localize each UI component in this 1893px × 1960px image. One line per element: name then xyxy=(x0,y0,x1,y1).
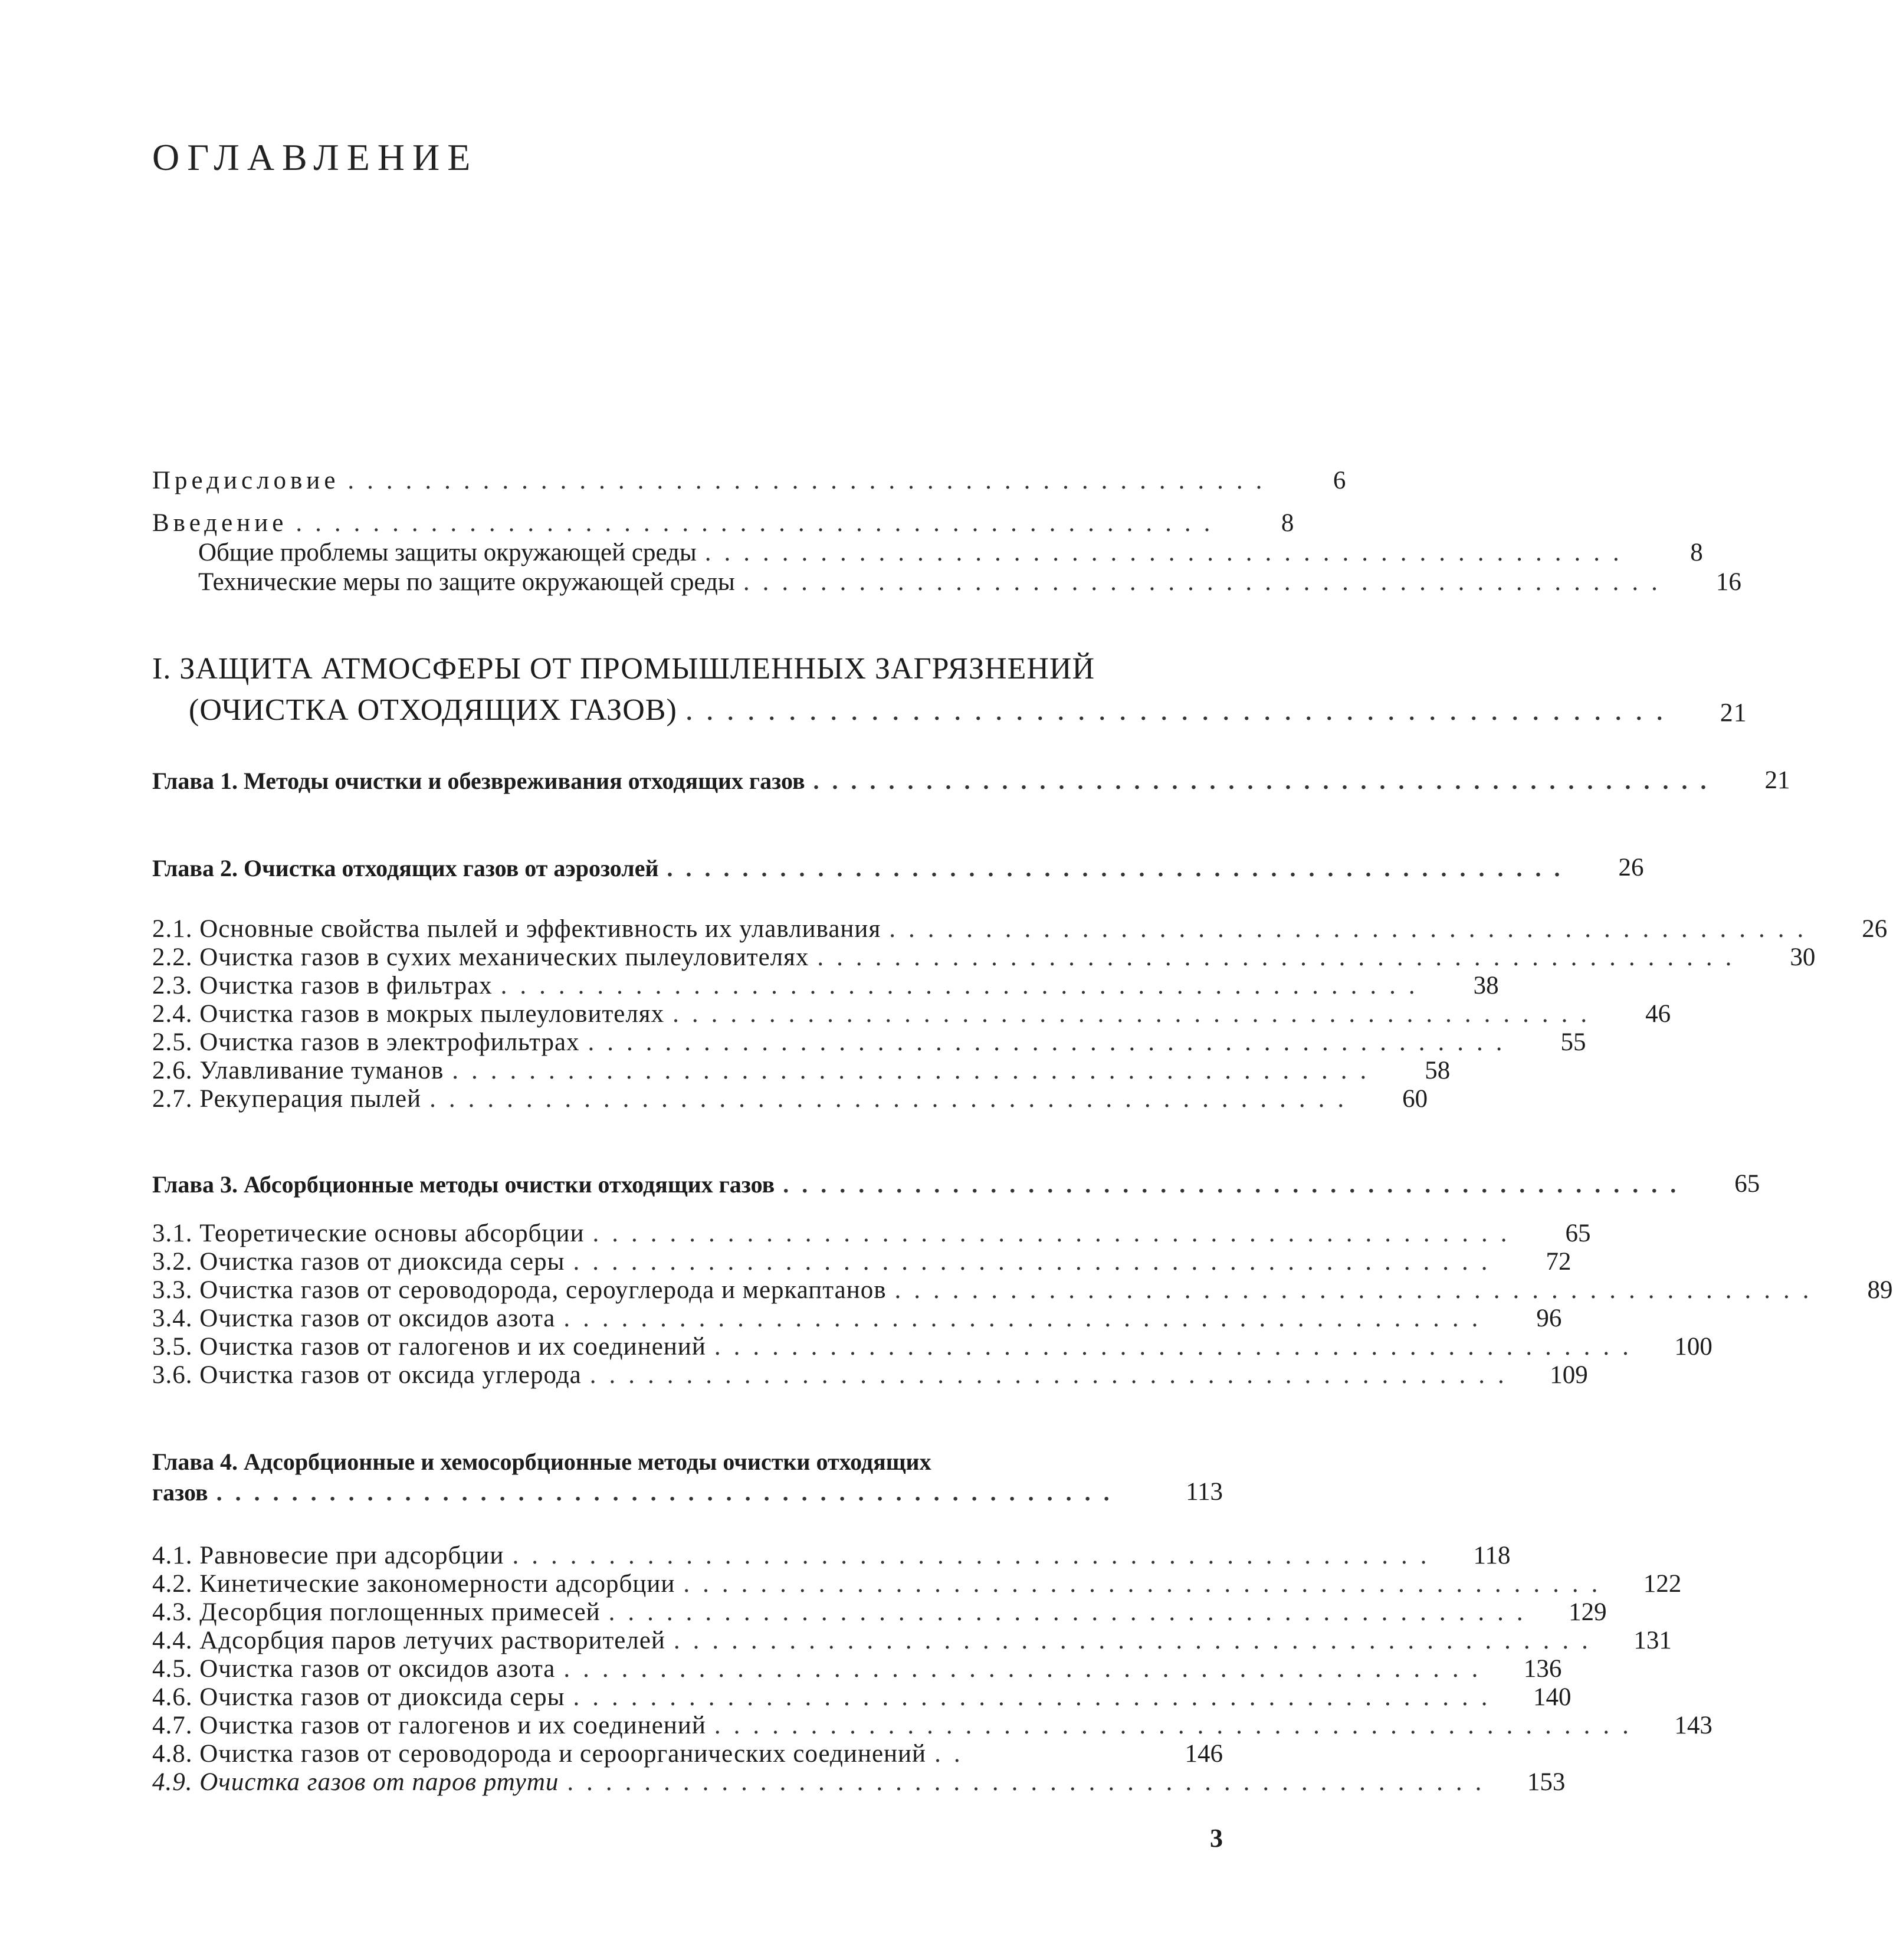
toc-entry xyxy=(152,1540,1511,1569)
chapter-heading-line2 xyxy=(152,1476,1223,1505)
entry-text: Введение xyxy=(152,509,288,537)
toc-entry-preface xyxy=(152,465,1346,494)
toc-entry xyxy=(152,1083,1428,1113)
leader-dots: ................................................ xyxy=(592,1220,1520,1247)
leader-dots: ................................................ xyxy=(429,1085,1357,1113)
entry-text: 3.5. Очистка газов от галогенов и их соединений xyxy=(152,1333,706,1361)
leader-dots: ................................................ xyxy=(573,1248,1501,1276)
table-of-contents xyxy=(152,0,1893,1960)
toc-entry xyxy=(152,1218,1591,1247)
entry-text: 3.3. Очистка газов от сероводорода, сероуглерода и меркаптанов xyxy=(152,1276,887,1304)
entry-text: 3.6. Очистка газов от оксида углерода xyxy=(152,1361,582,1389)
leader-dots: ................................................ xyxy=(588,1028,1515,1056)
toc-entry xyxy=(152,1710,1712,1739)
entry-text: 4.5. Очистка газов от оксидов азота xyxy=(152,1655,556,1683)
toc-entry xyxy=(152,942,1816,971)
entry-text: 4.6. Очистка газов от диоксида серы xyxy=(152,1683,565,1711)
entry-page: 65 xyxy=(1734,1170,1760,1198)
leader-dots: ................................................ xyxy=(683,1570,1611,1598)
toc-entry xyxy=(152,1682,1572,1711)
toc-entry-introduction xyxy=(152,507,1294,537)
entry-page: 26 xyxy=(1618,854,1644,881)
entry-page: 58 xyxy=(1425,1057,1451,1084)
leader-dots: ................................................ xyxy=(817,943,1745,971)
leader-dots: ................................................ xyxy=(894,1276,1822,1304)
toc-entry xyxy=(152,1625,1672,1654)
toc-entry xyxy=(152,1274,1893,1304)
entry-text: 2.6. Улавливание туманов xyxy=(152,1057,444,1084)
entry-page: 26 xyxy=(1862,915,1888,943)
entry-text: 4.1. Равновесие при адсорбции xyxy=(152,1542,504,1569)
entry-page: 96 xyxy=(1536,1305,1562,1332)
entry-page: 140 xyxy=(1533,1683,1572,1711)
entry-page: 8 xyxy=(1690,539,1703,566)
chapter-title-line2: газов xyxy=(152,1479,208,1506)
entry-text: 4.7. Очистка газов от галогенов и их соединений xyxy=(152,1712,706,1739)
leader-dots: ................................................ xyxy=(347,467,1275,494)
leader-dots: ................................................ xyxy=(714,1712,1642,1739)
entry-text: 2.5. Очистка газов в электрофильтрах xyxy=(152,1028,580,1056)
leader-dots: ................................................ xyxy=(589,1361,1517,1389)
toc-entry xyxy=(152,1766,1566,1796)
toc-entry xyxy=(152,1246,1572,1276)
toc-entry xyxy=(152,1331,1712,1361)
entry-text: 2.2. Очистка газов в сухих механических пылеуловителях xyxy=(152,943,809,971)
entry-page: 143 xyxy=(1674,1712,1712,1739)
entry-text: Общие проблемы защиты окружающей среды xyxy=(198,539,697,566)
leader-dots: ................................................ xyxy=(704,539,1632,566)
entry-text: 2.7. Рекуперация пылей xyxy=(152,1085,422,1113)
toc-entry xyxy=(198,537,1703,566)
chapter-heading xyxy=(152,1168,1760,1198)
entry-text: 4.4. Адсорбция паров летучих растворителей xyxy=(152,1627,665,1654)
leader-dots: ................................................ xyxy=(672,1000,1600,1028)
entry-page: 131 xyxy=(1633,1627,1672,1654)
leader-dots: .. xyxy=(934,1740,973,1768)
entry-page: 6 xyxy=(1333,467,1346,494)
page-title: ОГЛАВЛЕНИЕ xyxy=(152,136,478,178)
leader-dots: ................................................ xyxy=(813,768,1720,794)
leader-dots: ................................................ xyxy=(512,1542,1440,1569)
toc-entry xyxy=(152,1027,1586,1056)
entry-page: 16 xyxy=(1715,568,1741,596)
entry-page: 118 xyxy=(1473,1542,1511,1569)
toc-entry xyxy=(152,1359,1588,1389)
leader-dots: ................................................ xyxy=(743,568,1671,596)
page-number: 3 xyxy=(1210,1824,1223,1853)
toc-entry xyxy=(152,998,1671,1028)
entry-page: 8 xyxy=(1281,509,1294,537)
entry-text: 3.4. Очистка газов от оксидов азота xyxy=(152,1305,556,1332)
leader-dots: ................................................ xyxy=(567,1768,1495,1796)
entry-page: 21 xyxy=(1764,766,1790,794)
entry-page: 30 xyxy=(1790,943,1816,971)
leader-dots: ................................................ xyxy=(608,1598,1536,1626)
toc-entry xyxy=(152,1653,1562,1683)
leader-dots: ................................................ xyxy=(563,1655,1491,1683)
entry-text: 2.3. Очистка газов в фильтрах xyxy=(152,972,493,999)
entry-page: 153 xyxy=(1527,1768,1566,1796)
entry-page: 46 xyxy=(1645,1000,1671,1028)
chapter-heading xyxy=(152,1446,1223,1474)
entry-page: 122 xyxy=(1643,1570,1682,1598)
leader-dots: ................................................ xyxy=(783,1171,1689,1198)
entry-page: 55 xyxy=(1560,1028,1586,1056)
leader-dots: ................................................ xyxy=(673,1627,1601,1654)
leader-dots: ................................................ xyxy=(296,509,1223,537)
chapter-heading xyxy=(152,852,1644,881)
entry-page: 60 xyxy=(1402,1085,1428,1113)
entry-page: 113 xyxy=(1186,1478,1223,1506)
toc-entry xyxy=(152,1303,1562,1332)
entry-page: 136 xyxy=(1523,1655,1562,1683)
leader-dots: ................................................ xyxy=(714,1333,1642,1361)
entry-text: 3.1. Теоретические основы абсорбции xyxy=(152,1220,585,1247)
chapter-title: Глава 1. Методы очистки и обезвреживания отходящих газов xyxy=(152,768,805,794)
entry-page: 65 xyxy=(1565,1220,1591,1247)
entry-text: 4.9. Очистка газов от паров ртути xyxy=(152,1768,559,1796)
leader-dots: ................................................ xyxy=(667,855,1573,881)
leader-dots: ................................................ xyxy=(889,915,1817,943)
chapter-heading xyxy=(152,765,1790,794)
entry-text: 4.8. Очистка газов от сероводорода и сероорганических соединений xyxy=(152,1740,927,1768)
leader-dots: ................................................ xyxy=(216,1479,1123,1506)
entry-page: 109 xyxy=(1550,1361,1588,1389)
leader-dots: ................................................ xyxy=(685,693,1677,727)
entry-page: 100 xyxy=(1674,1333,1712,1361)
leader-dots: ................................................ xyxy=(500,972,1428,999)
toc-entry xyxy=(198,566,1741,596)
part-heading xyxy=(152,650,1223,684)
toc-entry xyxy=(152,1597,1607,1626)
part-heading-line2 xyxy=(189,691,1747,727)
toc-entry xyxy=(152,1055,1451,1084)
entry-text: 2.4. Очистка газов в мокрых пылеуловителях xyxy=(152,1000,665,1028)
entry-text: Предисловие xyxy=(152,467,340,494)
entry-page: 129 xyxy=(1569,1598,1607,1626)
entry-text: 3.2. Очистка газов от диоксида серы xyxy=(152,1248,565,1276)
toc-entry xyxy=(152,970,1499,999)
entry-page: 21 xyxy=(1720,698,1747,727)
entry-page: 38 xyxy=(1473,972,1499,999)
entry-text: 4.3. Десорбция поглощенных примесей xyxy=(152,1598,601,1626)
entry-page: 72 xyxy=(1546,1248,1572,1276)
entry-page: 146 xyxy=(1185,1740,1223,1768)
chapter-title: Глава 3. Абсорбционные методы очистки отходящих газов xyxy=(152,1171,775,1198)
leader-dots: ................................................ xyxy=(573,1683,1501,1711)
entry-text: Технические меры по защите окружающей среды xyxy=(198,568,735,596)
toc-entry xyxy=(152,1568,1682,1598)
toc-entry xyxy=(152,913,1888,943)
entry-page: 89 xyxy=(1867,1276,1893,1304)
chapter-title-line1: Глава 4. Адсорбционные и хемосорбционные методы очистки отходящих xyxy=(152,1448,931,1475)
entry-text: 4.2. Кинетические закономерности адсорбции xyxy=(152,1570,675,1598)
toc-entry xyxy=(152,1738,1223,1766)
part-title-line2: (ОЧИСТКА ОТХОДЯЩИХ ГАЗОВ) xyxy=(189,693,677,727)
part-title-line1: I. ЗАЩИТА АТМОСФЕРЫ ОТ ПРОМЫШЛЕННЫХ ЗАГРЯЗНЕНИЙ xyxy=(152,652,1095,686)
entry-text: 2.1. Основные свойства пылей и эффективность их улавливания xyxy=(152,915,881,943)
leader-dots: ................................................ xyxy=(563,1305,1491,1332)
chapter-title: Глава 2. Очистка отходящих газов от аэрозолей xyxy=(152,855,659,881)
leader-dots: ................................................ xyxy=(452,1057,1380,1084)
